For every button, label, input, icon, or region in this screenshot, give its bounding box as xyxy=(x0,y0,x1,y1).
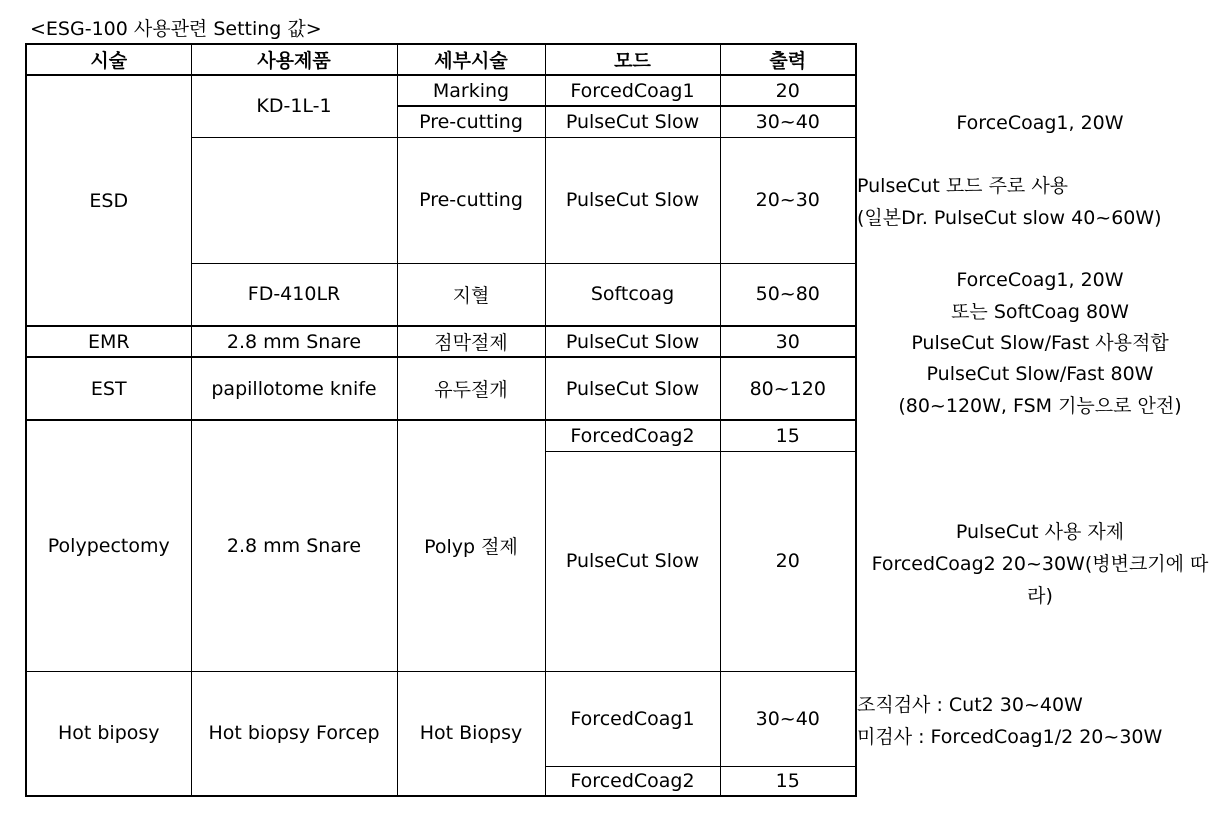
cell-product: 2.8 mm Snare xyxy=(191,326,397,357)
cell-mode: ForcedCoag2 xyxy=(545,766,720,796)
note-text: 조직검사 : Cut2 30~40W xyxy=(857,694,1083,716)
header-mode: 모드 xyxy=(545,44,720,75)
cell-procedure: ESD xyxy=(26,75,191,326)
note-text: ForceCoag1, 20W xyxy=(956,269,1124,291)
note-esd-hemostasis xyxy=(900,264,1180,328)
cell-mode: PulseCut Slow xyxy=(545,137,720,263)
header-output: 출력 xyxy=(720,44,856,75)
cell-mode: ForcedCoag1 xyxy=(545,75,720,106)
table-row xyxy=(26,420,856,451)
cell-output: 20 xyxy=(720,75,856,106)
settings-table xyxy=(25,43,857,797)
note-text: (80~120W, FSM 기능으로 안전) xyxy=(898,395,1182,417)
table-row xyxy=(26,357,856,420)
cell-detail: Pre-cutting xyxy=(397,106,545,137)
cell-detail: Pre-cutting xyxy=(397,137,545,263)
cell-output: 15 xyxy=(720,766,856,796)
note-text: PulseCut Slow/Fast 사용적합 xyxy=(911,332,1169,354)
cell-product: Hot biopsy Forcep xyxy=(191,671,397,796)
table-row xyxy=(26,326,856,357)
cell-output: 30~40 xyxy=(720,106,856,137)
note-esd-marking xyxy=(900,107,1180,139)
cell-product: FD-410LR xyxy=(191,263,397,326)
note-text: PulseCut 사용 자제 xyxy=(955,521,1125,543)
header-detail: 세부시술 xyxy=(397,44,545,75)
header-product: 사용제품 xyxy=(191,44,397,75)
cell-output: 20~30 xyxy=(720,137,856,263)
cell-detail: Marking xyxy=(397,75,545,106)
note-text: (일본Dr. PulseCut slow 40~60W) xyxy=(857,207,1162,229)
cell-detail: 유두절개 xyxy=(397,357,545,420)
cell-procedure: EST xyxy=(26,357,191,420)
cell-product: papillotome knife xyxy=(191,357,397,420)
header-procedure: 시술 xyxy=(26,44,191,75)
cell-output: 80~120 xyxy=(720,357,856,420)
cell-output: 15 xyxy=(720,420,856,451)
cell-mode: PulseCut Slow xyxy=(545,357,720,420)
note-text: 또는 SoftCoag 80W xyxy=(951,301,1129,323)
cell-product xyxy=(191,137,397,263)
cell-product: 2.8 mm Snare xyxy=(191,420,397,671)
note-polypectomy xyxy=(860,516,1220,612)
cell-detail: 점막절제 xyxy=(397,326,545,357)
cell-mode: ForcedCoag2 xyxy=(545,420,720,451)
cell-output: 30~40 xyxy=(720,671,856,766)
cell-output: 30 xyxy=(720,326,856,357)
cell-mode: Softcoag xyxy=(545,263,720,326)
note-text: 미검사 : ForcedCoag1/2 20~30W xyxy=(857,726,1163,748)
cell-output: 20 xyxy=(720,451,856,671)
note-emr xyxy=(880,327,1200,359)
table-row xyxy=(26,671,856,766)
table-header-row xyxy=(26,44,856,75)
cell-detail: Polyp 절제 xyxy=(397,420,545,671)
page-title: <ESG-100 사용관련 Setting 값> xyxy=(30,18,322,40)
cell-mode: PulseCut Slow xyxy=(545,451,720,671)
cell-procedure: EMR xyxy=(26,326,191,357)
cell-mode: ForcedCoag1 xyxy=(545,671,720,766)
table-row xyxy=(26,75,856,106)
cell-mode: PulseCut Slow xyxy=(545,326,720,357)
cell-product: KD-1L-1 xyxy=(191,75,397,137)
cell-output: 50~80 xyxy=(720,263,856,326)
note-est xyxy=(880,358,1200,422)
cell-procedure: Polypectomy xyxy=(26,420,191,671)
note-text: ForceCoag1, 20W xyxy=(956,112,1124,134)
cell-detail: Hot Biopsy xyxy=(397,671,545,796)
cell-procedure: Hot biposy xyxy=(26,671,191,796)
note-text: 라) xyxy=(1027,585,1053,607)
cell-mode: PulseCut Slow xyxy=(545,106,720,137)
note-text: ForcedCoag2 20~30W(병변크기에 따 xyxy=(871,553,1209,575)
note-hot-biopsy xyxy=(857,689,1162,753)
note-text: PulseCut Slow/Fast 80W xyxy=(926,363,1154,385)
cell-detail: 지혈 xyxy=(397,263,545,326)
note-esd-precutting xyxy=(857,170,1162,234)
note-text: PulseCut 모드 주로 사용 xyxy=(857,175,1069,197)
